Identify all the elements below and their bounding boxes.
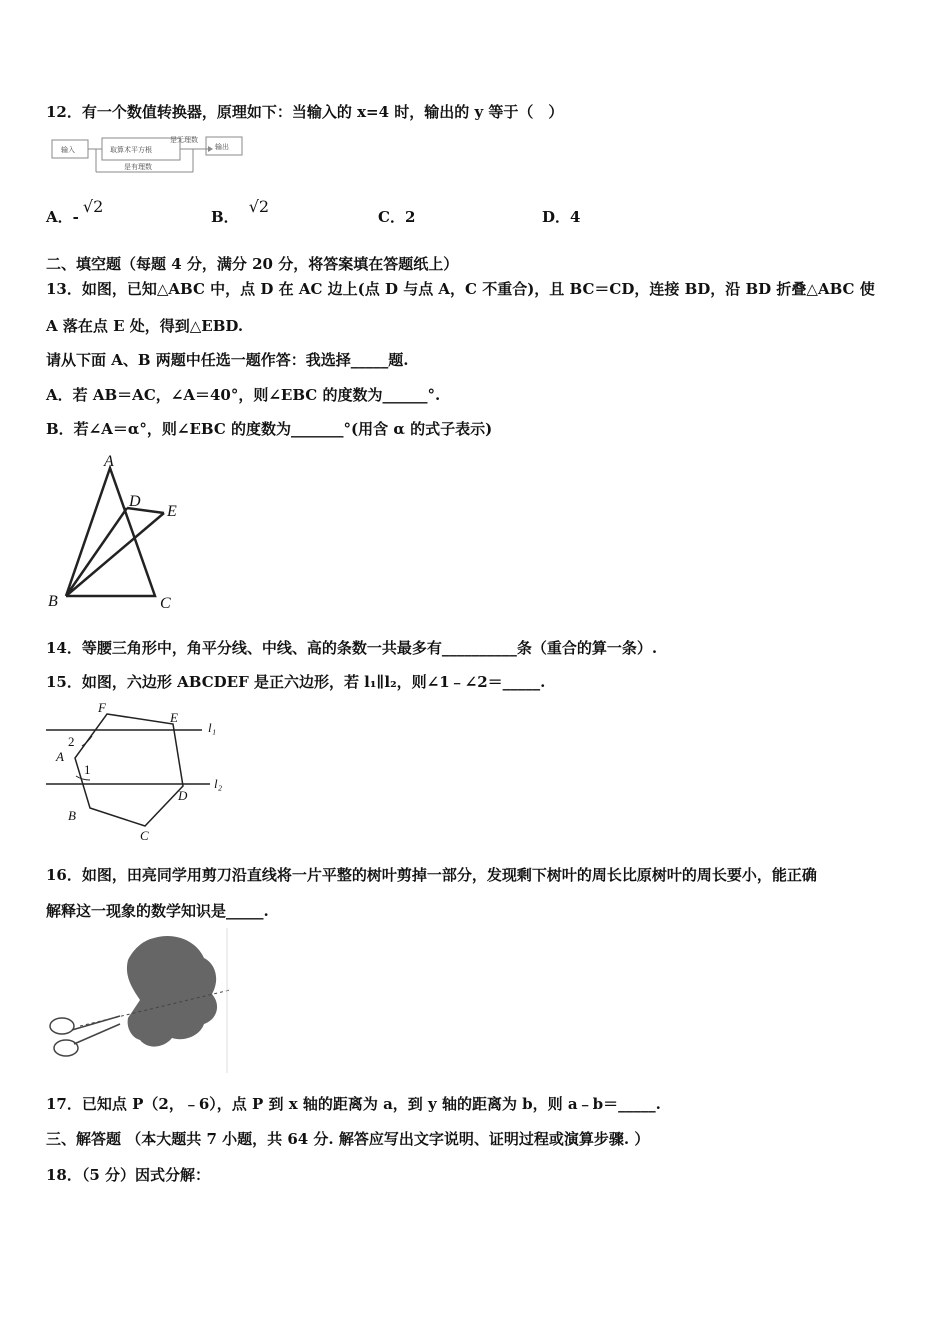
flow-output-text: 输出 (215, 143, 229, 151)
q13-line1: 13．如图，已知△ABC 中，点 D 在 AC 边上(点 D 与点 A，C 不重合)，且 BC＝CD，连接 BD，沿 BD 折叠△ABC 使 (46, 280, 875, 298)
q15-label-d: D (178, 788, 188, 803)
q13-line-b: B．若∠A＝α°，则∠EBC 的度数为_______°(用含 α 的式子表示) (46, 420, 493, 438)
q13-line2: A 落在点 E 处，得到△EBD. (46, 317, 244, 335)
q13-label-c: C (160, 595, 171, 612)
q15-label-e: E (170, 710, 178, 725)
q13-line-a: A．若 AB＝AC，∠A＝40°，则∠EBC 的度数为______°. (46, 386, 441, 404)
q12-option-b: B．√2 (211, 197, 270, 226)
q12-stem: 12．有一个数值转换器，原理如下：当输入的 x=4 时，输出的 y 等于（ ） (46, 103, 564, 121)
flow-rational-text: 是有理数 (124, 163, 152, 171)
q12-option-a: A．-√2 (46, 197, 104, 226)
q15-text: 15．如图，六边形 ABCDEF 是正六边形，若 l₁∥l₂，则∠1﹣∠2＝_____. (46, 673, 546, 691)
flow-irrational-text: 是无理数 (170, 136, 198, 144)
leaf-shape (127, 936, 217, 1047)
flow-input-text: 输入 (61, 146, 75, 154)
q14-text: 14．等腰三角形中，角平分线、中线、高的条数一共最多有__________条（重合的算一条）. (46, 639, 658, 657)
q13-line3: 请从下面 A、B 两题中任选一题作答：我选择_____题. (46, 351, 409, 369)
q15-angle-1: 1 (84, 762, 91, 777)
scissors-handle-top (50, 1018, 74, 1034)
q15-label-c: C (140, 828, 149, 843)
q15-hexagon-figure (40, 700, 240, 845)
q15-label-a: A (56, 749, 64, 764)
q13-label-b: B (48, 593, 58, 610)
q12-flowchart (48, 132, 248, 178)
q12-option-d: D．4 (542, 208, 581, 226)
q16-line1: 16．如图，田亮同学用剪刀沿直线将一片平整的树叶剪掉一部分，发现剩下树叶的周长比原树叶的周长要小，能正确 (46, 866, 817, 884)
q16-line2: 解释这一现象的数学知识是_____. (46, 902, 269, 920)
q13-label-a: A (104, 453, 114, 470)
q15-angle-2: 2 (68, 734, 75, 749)
q15-label-l1: l₁ (208, 720, 217, 735)
scissors-handle-bottom (54, 1040, 78, 1056)
q16-leaf-figure (44, 928, 234, 1073)
q13-label-d: D (129, 493, 141, 510)
q15-label-b: B (68, 808, 76, 823)
section3-heading: 三、解答题 （本大题共 7 小题，共 64 分. 解答应写出文字说明、证明过程或演算步骤. ） (46, 1130, 650, 1148)
q13-triangle-figure (40, 450, 200, 620)
q15-label-l2: l₂ (214, 776, 223, 791)
q12-option-c: C．2 (378, 208, 416, 226)
q18-text: 18．（5 分）因式分解： (46, 1166, 211, 1184)
q17-text: 17．已知点 P（2，﹣6），点 P 到 x 轴的距离为 a，到 y 轴的距离为 b，则 a﹣b＝_____. (46, 1095, 661, 1113)
q13-label-e: E (167, 503, 177, 520)
flow-process-text: 取算术平方根 (110, 146, 152, 154)
q15-label-f: F (98, 700, 106, 715)
section2-heading: 二、填空题（每题 4 分，满分 20 分，将答案填在答题纸上） (46, 255, 459, 273)
